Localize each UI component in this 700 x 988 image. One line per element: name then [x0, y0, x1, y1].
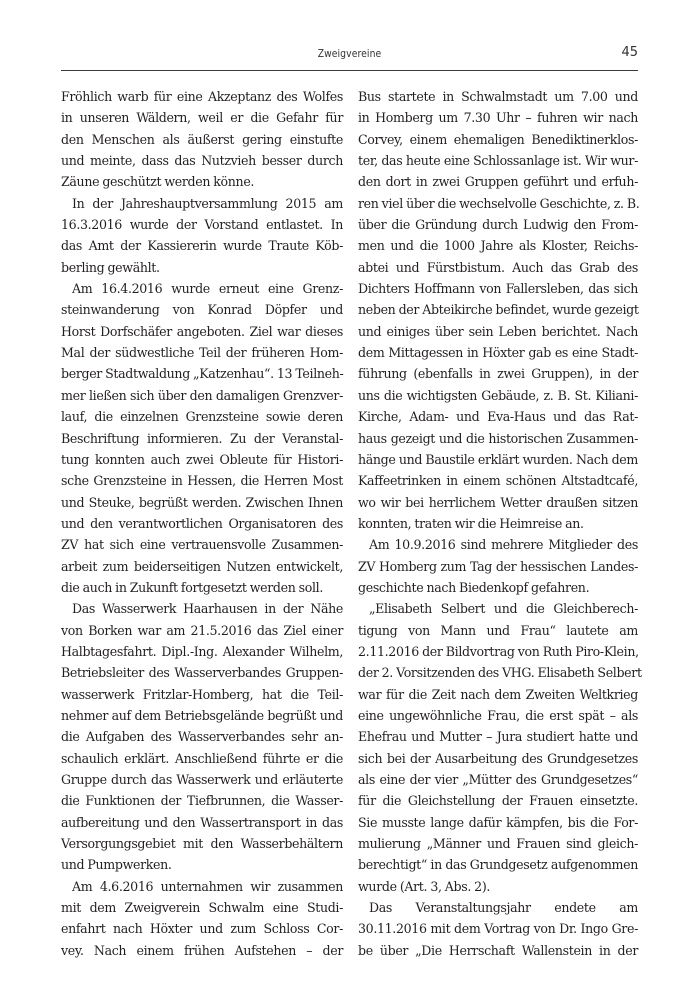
text-line: Zäune geschützt werden könne.	[61, 174, 255, 190]
text-line: berger Stadtwaldung „Katzenhau“. 13 Teilneh-	[61, 366, 344, 382]
text-line: Sie musste lange dafür kämpfen, bis die For-	[358, 814, 638, 830]
text-line: sich bei der Ausarbeitung des Grundgesetzes	[358, 750, 638, 766]
text-line: haus gezeigt und die historischen Zusammen-	[358, 430, 638, 446]
text-line: steinwanderung von Konrad Döpfer und	[61, 302, 343, 318]
text-line: Das Wasserwerk Haarhausen in der Nähe	[72, 601, 343, 617]
text-line: Betriebsleiter des Wasserverbandes Gruppen-	[61, 665, 343, 681]
text-line: berling gewählt.	[61, 259, 160, 275]
text-line: Am 10.9.2016 sind mehrere Mitglieder des	[369, 537, 638, 553]
text-line: wo wir bei herrlichem Wetter draußen sitzen	[358, 494, 638, 510]
text-line: tigung von Mann und Frau“ lautete am	[358, 622, 638, 638]
text-line: eine ungewöhnliche Frau, die erst spät – als	[358, 707, 638, 723]
text-line: ZV Homberg zum Tag der hessischen Landes-	[358, 558, 638, 574]
text-line: war für die Zeit nach dem Zweiten Weltkrieg	[358, 686, 638, 702]
text-line: Am 16.4.2016 wurde erneut eine Grenz-	[72, 281, 343, 297]
text-line: die Aufgaben des Wasserverbandes sehr an-	[61, 729, 343, 745]
text-line: Halbtagesfahrt. Dipl.-Ing. Alexander Wilhelm,	[61, 643, 343, 659]
text-line: Beschriftung informieren. Zu der Veranstal-	[61, 430, 343, 446]
page-header	[61, 44, 638, 71]
text-line: und einiges über sein Leben berichtet. Nach	[358, 323, 638, 339]
text-line: den dort in zwei Gruppen geführt und erfuh-	[358, 174, 638, 190]
text-line: mer ließen sich über den damaligen Grenzver-	[61, 387, 343, 403]
text-line: hänge und Baustile erklärt wurden. Nach dem	[358, 451, 638, 467]
text-line: in Homberg um 7.30 Uhr – fuhren wir nach	[358, 110, 638, 126]
text-line: Ehefrau und Mutter – Jura studiert hatte und	[358, 729, 638, 745]
text-line: Gruppe durch das Wasserwerk und erläuterte	[61, 772, 343, 787]
text-line: vey. Nach einem frühen Aufstehen – der	[61, 942, 343, 958]
text-line: Kirche, Adam- und Eva-Haus und das Rat-	[358, 409, 638, 425]
text-line: In der Jahreshauptversammlung 2015 am	[72, 195, 343, 211]
text-line: als eine der vier „Mütter des Grundgesetzes“	[358, 772, 638, 787]
text-line: Das Veranstaltungsjahr endete am	[369, 900, 638, 916]
text-line: und meinte, dass das Nutzvieh besser durch	[61, 153, 343, 169]
text-line: men und die 1000 Jahre als Kloster, Reichs-	[358, 238, 638, 254]
text-line: Kaffeetrinken in einem schönen Altstadtcafé,	[358, 473, 638, 489]
text-line: ZV hat sich eine vertrauensvolle Zusammen-	[61, 537, 343, 553]
text-line: Dichters Hoffmann von Fallersleben, das sich	[358, 281, 638, 297]
text-line: Horst Dorfschäfer angeboten. Ziel war dieses	[61, 323, 343, 339]
text-line: aufbereitung und den Wassertransport in das	[61, 814, 343, 830]
text-line: dem Mittagessen in Höxter gab es eine Stadt-	[358, 345, 638, 361]
text-line: über die Gründung durch Ludwig den From-	[358, 217, 638, 233]
text-line: nehmer auf dem Betriebsgelände begrüßt und	[61, 707, 343, 723]
text-line: den Menschen als äußerst gering einstufte	[61, 131, 343, 147]
text-line: Corvey, einem ehemaligen Benediktinerklos-	[358, 131, 638, 147]
right-column	[358, 86, 642, 961]
text-line: in unseren Wäldern, weil er die Gefahr für	[61, 110, 343, 126]
text-line: Mal der südwestliche Teil der früheren Hom-	[61, 345, 343, 361]
text-line: konnten, traten wir die Heimreise an.	[358, 515, 584, 531]
text-line: die Funktionen der Tiefbrunnen, die Wasser-	[61, 793, 343, 809]
text-line: 30.11.2016 mit dem Vortrag von Dr. Ingo Gre-	[358, 921, 638, 937]
left-column	[61, 86, 343, 961]
text-line: Fröhlich warb für eine Akzeptanz des Wolfes	[61, 89, 343, 104]
text-line: ter, das heute eine Schlossanlage ist. Wir wur-	[358, 153, 638, 169]
text-line: der 2. Vorsitzenden des VHG. Elisabeth Selbert	[358, 665, 642, 681]
text-line: schaulich erklärt. Anschließend führte er die	[61, 750, 343, 766]
text-line: enfahrt nach Höxter und zum Schloss Cor-	[61, 921, 343, 937]
text-line: von Borken war am 21.5.2016 das Ziel einer	[61, 622, 343, 638]
text-line: wasserwerk Fritzlar-Homberg, hat die Teil-	[61, 686, 343, 702]
running-title: Zweigvereine	[317, 48, 382, 60]
text-line: mit dem Zweigverein Schwalm eine Studi-	[61, 900, 343, 916]
text-line: 2.11.2016 der Bildvortrag von Ruth Piro-Klein,	[358, 643, 639, 659]
text-line: Am 4.6.2016 unternahmen wir zusammen	[72, 878, 343, 894]
text-line: sche Grenzsteine in Hessen, die Herren Most	[61, 473, 343, 489]
text-line: berechtigt“ in das Grundgesetz aufgenommen	[358, 857, 638, 873]
text-line: Versorgungsgebiet mit den Wasserbehältern	[61, 836, 343, 852]
text-line: uns die wichtigsten Gebäude, z. B. St. Kiliani-	[358, 387, 638, 403]
text-line: Bus startete in Schwalmstadt um 7.00 und	[358, 89, 638, 104]
text-line: neben der Abteikirche befindet, wurde gezeigt	[358, 302, 639, 318]
text-line: mulierung „Männer und Frauen sind gleich-	[358, 836, 638, 852]
text-line: und den verantwortlichen Organisatoren des	[61, 515, 343, 531]
text-line: be über „Die Herrschaft Wallenstein in der	[358, 942, 638, 958]
text-line: „Elisabeth Selbert und die Gleichberech-	[369, 601, 638, 617]
text-line: wurde (Art. 3, Abs. 2).	[358, 878, 491, 894]
text-line: die auch in Zukunft fortgesetzt werden soll.	[61, 579, 324, 595]
text-line: das Amt der Kassiererin wurde Traute Köb-	[61, 238, 343, 254]
text-line: tung konnten auch zwei Obleute für Histori-	[61, 451, 343, 467]
text-line: arbeit zum beiderseitigen Nutzen entwickelt,	[61, 558, 343, 574]
text-line: lauf, die einzelnen Grenzsteine sowie deren	[61, 409, 343, 425]
text-line: und Steuke, begrüßt werden. Zwischen Ihnen	[61, 494, 343, 510]
text-line: für die Gleichstellung der Frauen einsetzte.	[358, 793, 638, 809]
page-number: 45	[621, 45, 638, 60]
text-line: und Pumpwerken.	[61, 857, 172, 873]
text-line: geschichte nach Biedenkopf gefahren.	[358, 579, 590, 595]
text-line: führung (ebenfalls in zwei Gruppen), in der	[358, 366, 638, 382]
text-line: abtei und Fürstbistum. Auch das Grab des	[358, 259, 638, 275]
text-line: ren viel über die wechselvolle Geschichte, z. B.	[358, 195, 640, 211]
text-line: 16.3.2016 wurde der Vorstand entlastet. In	[61, 217, 343, 233]
